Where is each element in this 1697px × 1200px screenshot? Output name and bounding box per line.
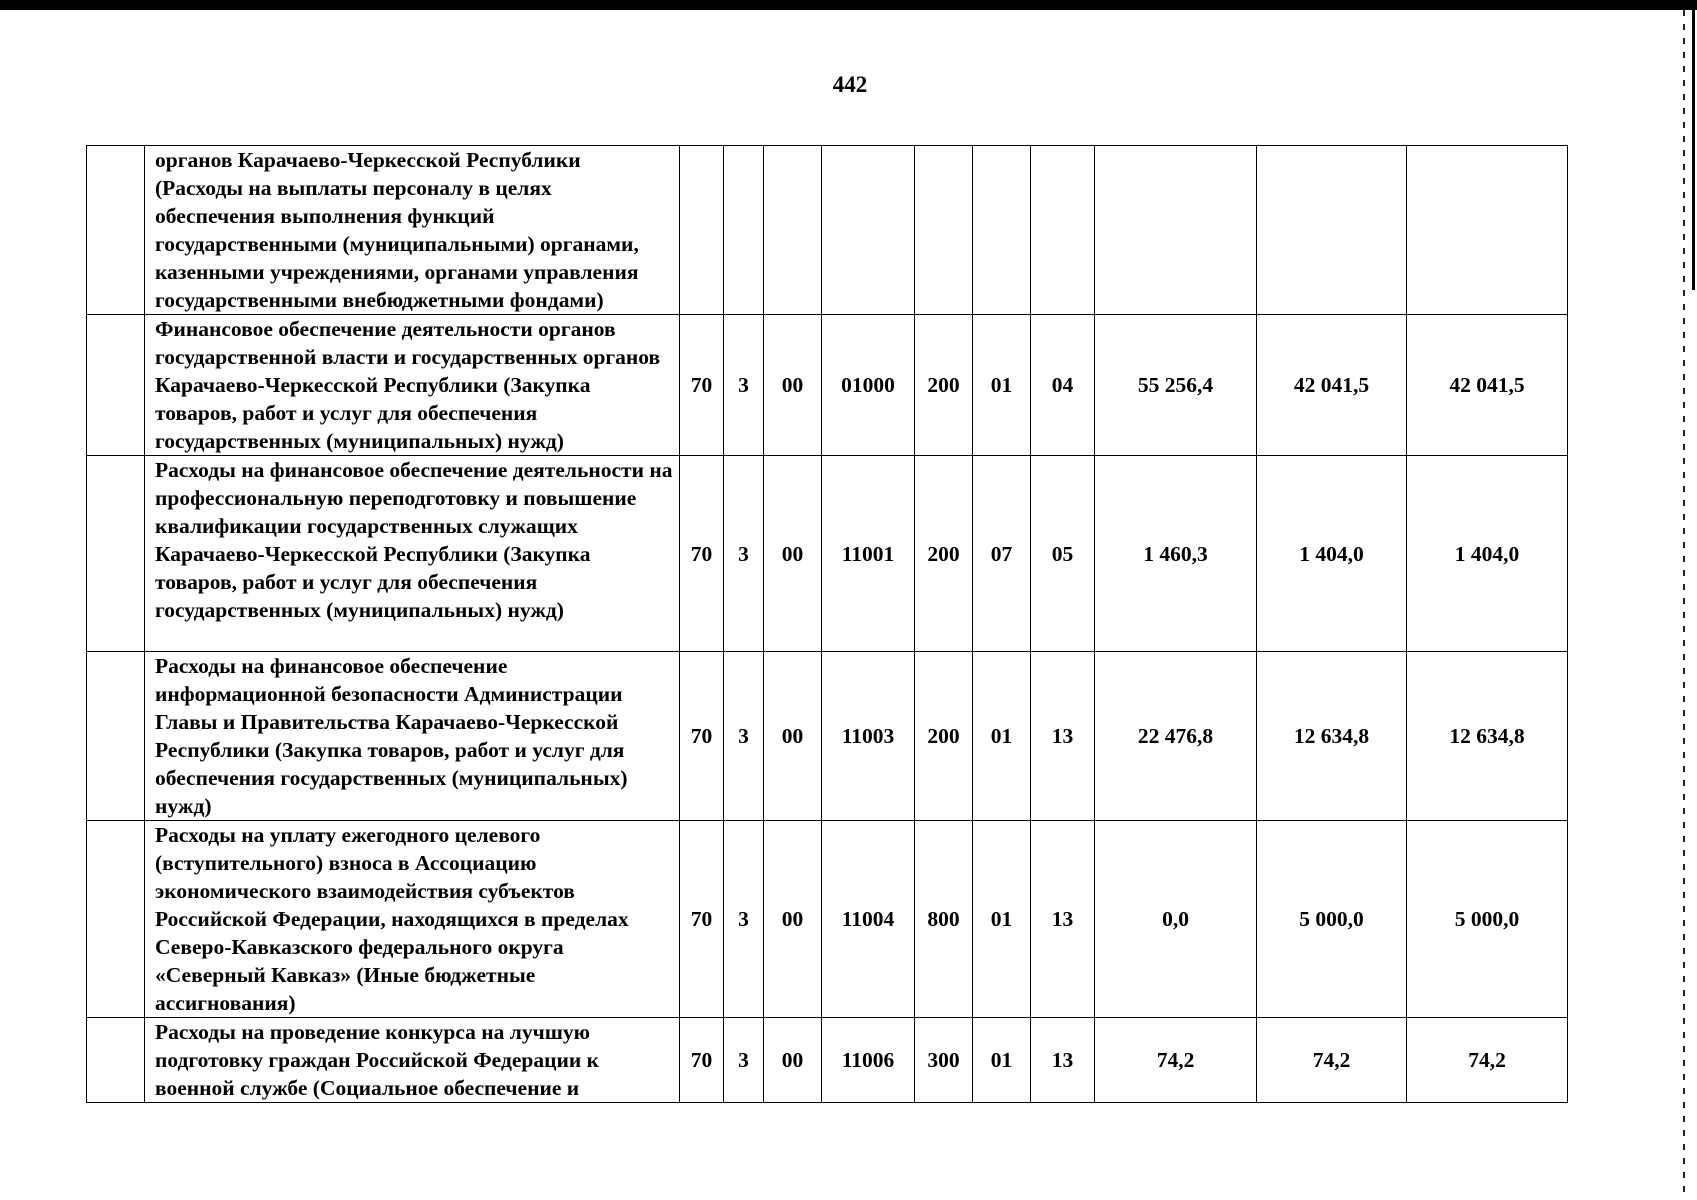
code-cell: 300	[915, 1018, 973, 1103]
amount-cell: 42 041,5	[1407, 315, 1568, 456]
code-cell: 200	[915, 456, 973, 652]
code-cell: 05	[1031, 456, 1095, 652]
code-cell: 00	[764, 821, 822, 1018]
code-cell: 3	[724, 315, 764, 456]
amount-cell: 12 634,8	[1407, 652, 1568, 821]
code-cell: 00	[764, 1018, 822, 1103]
table-row	[87, 456, 1568, 652]
row-description: Расходы на уплату ежегодного целевого (вступительного) взноса в Ассоциацию экономического взаимодействия субъектов Российской Федерации, находящихся в пределах Северо-Кавказского федерального округа «Северный Кавказ» (Иные бюджетные ассигнования)	[145, 821, 680, 1018]
row-description: Расходы на финансовое обеспечение информационной безопасности Администрации Главы и Правительства Карачаево-Черкесской Республики (Закупка товаров, работ и услуг для обеспечения государственных (муниципальных) нужд)	[145, 652, 680, 821]
code-cell: 11006	[822, 1018, 915, 1103]
code-cell: 01000	[822, 315, 915, 456]
amount-cell	[1407, 146, 1568, 315]
code-cell: 3	[724, 1018, 764, 1103]
row-index-cell	[87, 315, 145, 456]
scan-right-edge-dashes	[1683, 10, 1685, 1200]
scan-top-border	[0, 0, 1697, 10]
amount-cell: 74,2	[1095, 1018, 1257, 1103]
code-cell: 70	[680, 652, 724, 821]
code-cell: 07	[973, 456, 1031, 652]
code-cell: 01	[973, 315, 1031, 456]
code-cell	[680, 146, 724, 315]
amount-cell	[1095, 146, 1257, 315]
table-row	[87, 652, 1568, 821]
code-cell	[1031, 146, 1095, 315]
code-cell	[822, 146, 915, 315]
row-description: Расходы на проведение конкурса на лучшую подготовку граждан Российской Федерации к военной службе (Социальное обеспечение и	[145, 1018, 680, 1103]
row-index-cell	[87, 821, 145, 1018]
amount-cell: 0,0	[1095, 821, 1257, 1018]
code-cell: 13	[1031, 1018, 1095, 1103]
code-cell	[973, 146, 1031, 315]
row-index-cell	[87, 652, 145, 821]
code-cell: 70	[680, 456, 724, 652]
code-cell: 800	[915, 821, 973, 1018]
row-index-cell	[87, 456, 145, 652]
code-cell: 11003	[822, 652, 915, 821]
code-cell: 11001	[822, 456, 915, 652]
code-cell: 200	[915, 652, 973, 821]
table-row	[87, 1018, 1568, 1103]
amount-cell: 22 476,8	[1095, 652, 1257, 821]
code-cell: 11004	[822, 821, 915, 1018]
row-description: Финансовое обеспечение деятельности органов государственной власти и государственных органов Карачаево-Черкесской Республики (Закупка товаров, работ и услуг для обеспечения государственных (муниципальных) нужд)	[145, 315, 680, 456]
code-cell	[764, 146, 822, 315]
code-cell: 200	[915, 315, 973, 456]
amount-cell: 42 041,5	[1257, 315, 1407, 456]
budget-table	[86, 145, 1568, 1103]
code-cell: 04	[1031, 315, 1095, 456]
code-cell	[724, 146, 764, 315]
code-cell: 13	[1031, 821, 1095, 1018]
amount-cell: 74,2	[1257, 1018, 1407, 1103]
row-description: Расходы на финансовое обеспечение деятельности на профессиональную переподготовку и повышение квалификации государственных служащих Карачаево-Черкесской Республики (Закупка товаров, работ и услуг для обеспечения государственных (муниципальных) нужд)	[145, 456, 680, 652]
amount-cell: 12 634,8	[1257, 652, 1407, 821]
code-cell: 00	[764, 315, 822, 456]
page-number: 442	[832, 72, 868, 97]
code-cell: 3	[724, 456, 764, 652]
code-cell: 70	[680, 315, 724, 456]
amount-cell: 5 000,0	[1407, 821, 1568, 1018]
amount-cell: 5 000,0	[1257, 821, 1407, 1018]
scan-right-edge-line	[1692, 10, 1695, 290]
code-cell: 01	[973, 821, 1031, 1018]
code-cell: 00	[764, 456, 822, 652]
table-row	[87, 146, 1568, 315]
row-index-cell	[87, 1018, 145, 1103]
table-row	[87, 315, 1568, 456]
code-cell: 3	[724, 821, 764, 1018]
code-cell: 01	[973, 1018, 1031, 1103]
code-cell: 01	[973, 652, 1031, 821]
amount-cell	[1257, 146, 1407, 315]
amount-cell: 55 256,4	[1095, 315, 1257, 456]
code-cell: 70	[680, 821, 724, 1018]
row-description: органов Карачаево-Черкесской Республики (Расходы на выплаты персоналу в целях обеспечения выполнения функций государственными (муниципальными) органами, казенными учреждениями, органами управления государственными внебюджетными фондами)	[145, 146, 680, 315]
table-row	[87, 821, 1568, 1018]
row-index-cell	[87, 146, 145, 315]
amount-cell: 1 404,0	[1257, 456, 1407, 652]
code-cell: 13	[1031, 652, 1095, 821]
code-cell: 3	[724, 652, 764, 821]
code-cell: 00	[764, 652, 822, 821]
amount-cell: 74,2	[1407, 1018, 1568, 1103]
amount-cell: 1 460,3	[1095, 456, 1257, 652]
amount-cell: 1 404,0	[1407, 456, 1568, 652]
code-cell: 70	[680, 1018, 724, 1103]
code-cell	[915, 146, 973, 315]
